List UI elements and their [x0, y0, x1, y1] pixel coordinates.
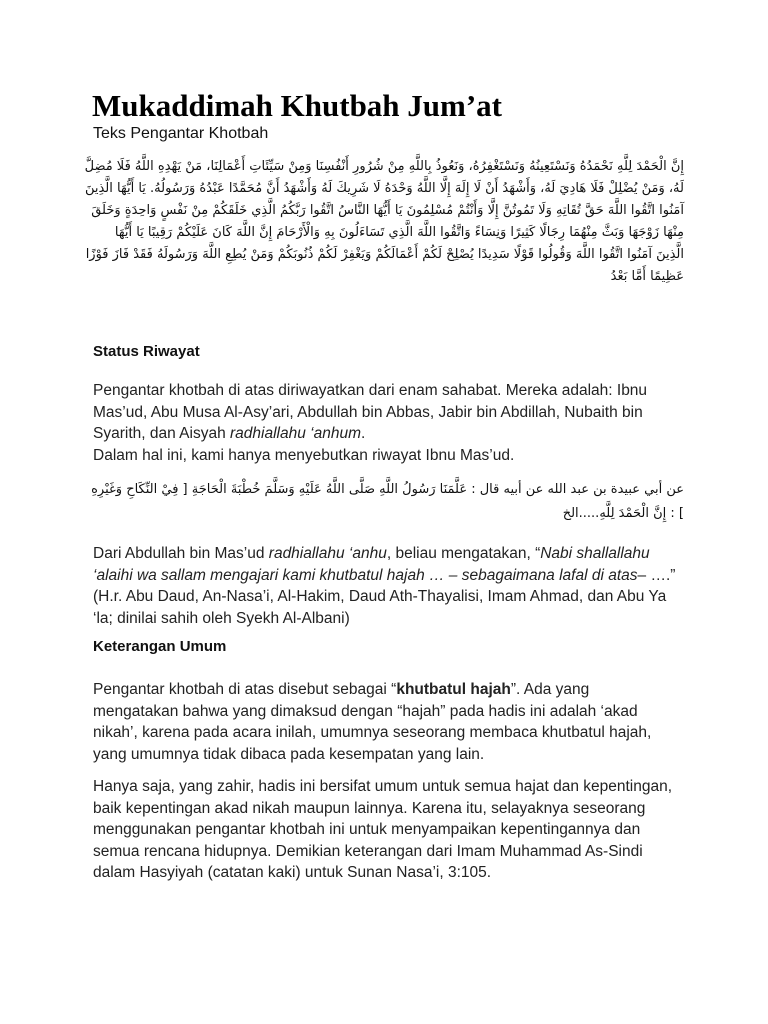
hadith-text-2: , beliau mengatakan, “ — [386, 545, 541, 562]
status-text-end: . — [360, 425, 366, 442]
hadith-italic-1: radhiallahu ‘anhu — [268, 545, 387, 562]
hadith-text-1: Dari Abdullah bin Mas’ud — [93, 545, 269, 562]
keterangan-text-1: Pengantar khotbah di atas disebut sebagai “ — [93, 681, 397, 698]
arabic-hadith-text: عن أبي عبيدة بن عبد الله عن أبيه قال : عَلَّمَنَا رَسُولُ اللَّهِ صَلَّى اللَّهُ عَلَيْهِ وَسَلَّمَ خُطْبَةَ الْحَاجَةِ [ فِيْ النِّكَاحِ وَغَيْرِهِ ] : إِنَّ الْحَمْدَ لِلَّهِ.....الخ — [91, 482, 684, 521]
hadith-paragraph — [93, 543, 678, 629]
status-line-2: Dalam hal ini, kami hanya menyebutkan riwayat Ibnu Mas’ud. — [93, 446, 515, 464]
keterangan-paragraph-1 — [93, 679, 678, 765]
arabic-khutbah-text: إِنَّ الْحَمْدَ لِلَّهِ نَحْمَدُهُ وَنَسْتَعِينُهُ وَنَسْتَغْفِرُهُ، وَنَعُوذُ بِاللَّهِ مِنْ شُرُورِ أَنْفُسِنَا وَمِنْ سَيِّئَاتِ أَعْمَالِنَا، مَنْ يَهْدِهِ اللَّهُ فَلَا مُضِلَّ لَهُ، وَمَنْ يُضْلِلْ فَلَا هَادِيَ لَهُ، وَأَشْهَدُ أَنْ لَا إِلَهَ إِلَّا اللَّهُ وَحْدَهُ لَا شَرِيكَ لَهُ وَأَشْهَدُ أَنَّ مُحَمَّدًا عَبْدُهُ وَرَسُولُهُ. يَا أَيُّهَا الَّذِينَ آمَنُوا اتَّقُوا اللَّهَ حَقَّ تُقَاتِهِ وَلَا تَمُوتُنَّ إِلَّا وَأَنْتُمْ مُسْلِمُونَ يَا أَيُّهَا النَّاسُ اتَّقُوا رَبَّكُمُ الَّذِي خَلَقَكُمْ مِنْ نَفْسٍ وَاحِدَةٍ وَخَلَقَ مِنْهَا زَوْجَهَا وَبَثَّ مِنْهُمَا رِجَالًا كَثِيرًا وَنِسَاءً وَاتَّقُوا اللَّهَ الَّذِي تَسَاءَلُونَ بِهِ وَالْأَرْحَامَ إِنَّ اللَّهَ كَانَ عَلَيْكُمْ رَقِيبًا يَا أَيُّهَا الَّذِينَ آمَنُوا اتَّقُوا اللَّهَ وَقُولُوا قَوْلًا سَدِيدًا يُصْلِحْ لَكُمْ أَعْمَالَكُمْ وَيَغْفِرْ لَكُمْ ذُنُوبَكُمْ وَمَنْ يُطِعِ اللَّهَ وَرَسُولَهُ فَقَدْ فَازَ فَوْزًا عَظِيمًا أَمَّا بَعْدُ — [84, 159, 684, 284]
status-riwayat-paragraph — [93, 380, 678, 466]
keterangan-text-2: ”. Ada yang mengatakan bahwa yang dimaksud dengan “hajah” pada hadis ini adalah ‘akad nikah’, karena pada acara inilah, umumnya seseorang membaca khutbatul hajah, yang umumnya tidak dibaca pada kesempatan yang lain. — [93, 681, 652, 763]
hadith-text-3: – ….” (H.r. Abu Daud, An-Nasa’i, Al-Hakim, Daud Ath-Thayalisi, Imam Ahmad, dan Abu Ya ‘la; dinilai sahih oleh Syekh Al-Albani) — [93, 566, 676, 627]
page-subtitle: Teks Pengantar Khotbah — [93, 125, 269, 142]
status-italic-text: radhiallahu ‘anhum — [230, 425, 361, 442]
section-heading-keterangan-umum: Keterangan Umum — [93, 638, 227, 655]
hadith-italic-2: Nabi shallallahu ‘alaihi wa sallam mengajari kami khutbatul hajah … – sebagaimana lafal di atas — [93, 545, 650, 584]
page-title: Mukaddimah Khutbah Jum’at — [92, 88, 503, 123]
section-heading-status-riwayat: Status Riwayat — [93, 343, 200, 360]
keterangan-paragraph-2: Hanya saja, yang zahir, hadis ini bersifat umum untuk semua hajat dan kepentingan, baik kepentingan akad nikah maupun lainnya. Karena itu, selayaknya seseorang menggunakan pengantar khotbah ini untuk menyampaikan kepentingannya dan semua rencana hidupnya. Demikian keterangan dari Imam Muhammad As-Sindi dalam Hasyiyah (catatan kaki) untuk Sunan Nasa’i, 3:105. — [93, 778, 673, 881]
keterangan-bold-term: khutbatul hajah — [396, 681, 511, 698]
status-text: Pengantar khotbah di atas diriwayatkan dari enam sahabat. Mereka adalah: Ibnu Mas’ud, Abu Musa Al-Asy’ari, Abdullah bin Abbas, Jabir bin Abdillah, Nubaith bin Syarith, dan Aisyah — [93, 382, 648, 442]
